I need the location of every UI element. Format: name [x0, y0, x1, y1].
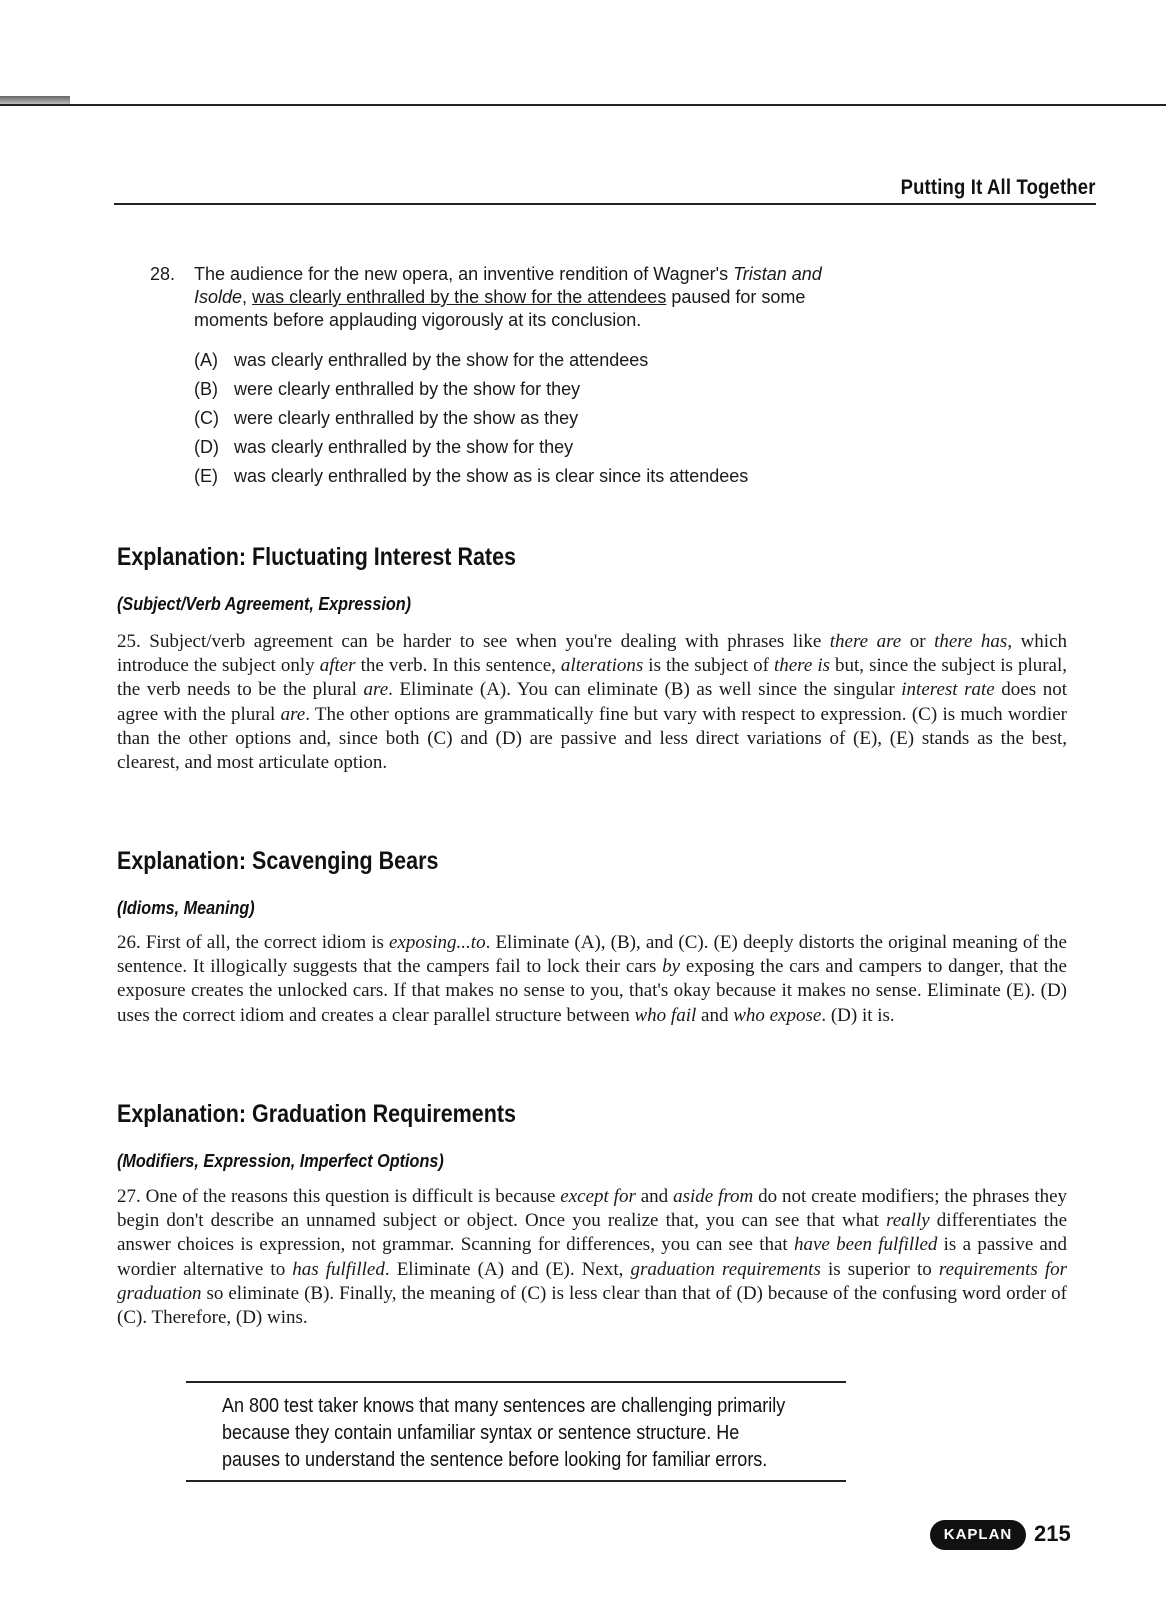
- section-subheading: (Subject/Verb Agreement, Expression): [117, 594, 412, 614]
- running-head: Putting It All Together: [901, 176, 1096, 199]
- section-subheading: (Modifiers, Expression, Imperfect Options): [117, 1151, 444, 1171]
- explanation-paragraph: 25. Subject/verb agreement can be harder to see when you're dealing with phrases like there are or there has, which introduce the subject only after the verb. In this sentence, alterations is the subject of there is but, since the subject is plural, the verb needs to be the plural are. Eliminate (A). You can eliminate (B) as well since the singular interest rate does not agree with the plural are. The other options are grammatically fine but vary with respect to expression. (C) is much wordier than the other options and, since both (C) and (D) are passive and less direct variations of (E), (E) stands as the best, clearest, and most articulate option.: [117, 631, 1068, 774]
- section-heading: Explanation: Fluctuating Interest Rates: [117, 543, 516, 571]
- header-rule: [114, 203, 1096, 205]
- tip-bottom-rule: [186, 1480, 846, 1482]
- answer-choice: (A) was clearly enthralled by the show for the attendees: [194, 350, 649, 370]
- top-rule: [0, 104, 1166, 106]
- question-28: [150, 263, 910, 491]
- section-subheading: (Idioms, Meaning): [117, 898, 255, 918]
- kaplan-logo: KAPLAN: [930, 1520, 1026, 1550]
- explanation-paragraph: 27. One of the reasons this question is difficult is because except for and aside from do not create modifiers; the phrases they begin don't describe an unnamed subject or object. Once you realize that, you can see that what really differentiates the answer choices is expression, not grammar. Scanning for differences, you can see that have been fulfilled is a passive and wordier alternative to has fulfilled. Eliminate (A) and (E). Next, graduation requirements is superior to requirements for graduation so eliminate (B). Finally, the meaning of (C) is less clear than that of (D) because of the confusing word order of (C). Therefore, (D) wins.: [117, 1186, 1068, 1329]
- question-number: 28.: [150, 264, 176, 284]
- answer-choices: [194, 346, 910, 491]
- answer-choice: (D) was clearly enthralled by the show for they: [194, 437, 574, 457]
- answer-choice: (E) was clearly enthralled by the show as is clear since its attendees: [194, 466, 749, 486]
- top-edge-mark: [0, 96, 70, 104]
- answer-choice: (C) were clearly enthralled by the show as they: [194, 408, 579, 428]
- tip-top-rule: [186, 1381, 846, 1383]
- question-stem: The audience for the new opera, an inventive rendition of Wagner's Tristan and Isolde, was clearly enthralled by the show for the attendees paused for some moments before applauding vigorously at its conclusion.: [194, 264, 822, 330]
- explanation-paragraph: 26. First of all, the correct idiom is exposing...to. Eliminate (A), (B), and (C). (E) deeply distorts the original meaning of the sentence. It illogically suggests that the campers fail to lock their cars by exposing the cars and campers to danger, that the exposure creates the unlocked cars. If that makes no sense to you, that's okay because it makes no sense. Eliminate (E). (D) uses the correct idiom and creates a clear parallel structure between who fail and who expose. (D) it is.: [117, 932, 1067, 1026]
- section-heading: Explanation: Graduation Requirements: [117, 1100, 516, 1128]
- page-number: 215: [1034, 1521, 1071, 1546]
- tip-text: An 800 test taker knows that many sentences are challenging primarily because they contain unfamiliar syntax or sentence structure. He pauses to understand the sentence before looking for familiar errors.: [222, 1395, 786, 1471]
- answer-choice: (B) were clearly enthralled by the show for they: [194, 379, 581, 399]
- section-heading: Explanation: Scavenging Bears: [117, 847, 439, 875]
- underlined-portion: was clearly enthralled by the show for the attendees: [252, 287, 667, 307]
